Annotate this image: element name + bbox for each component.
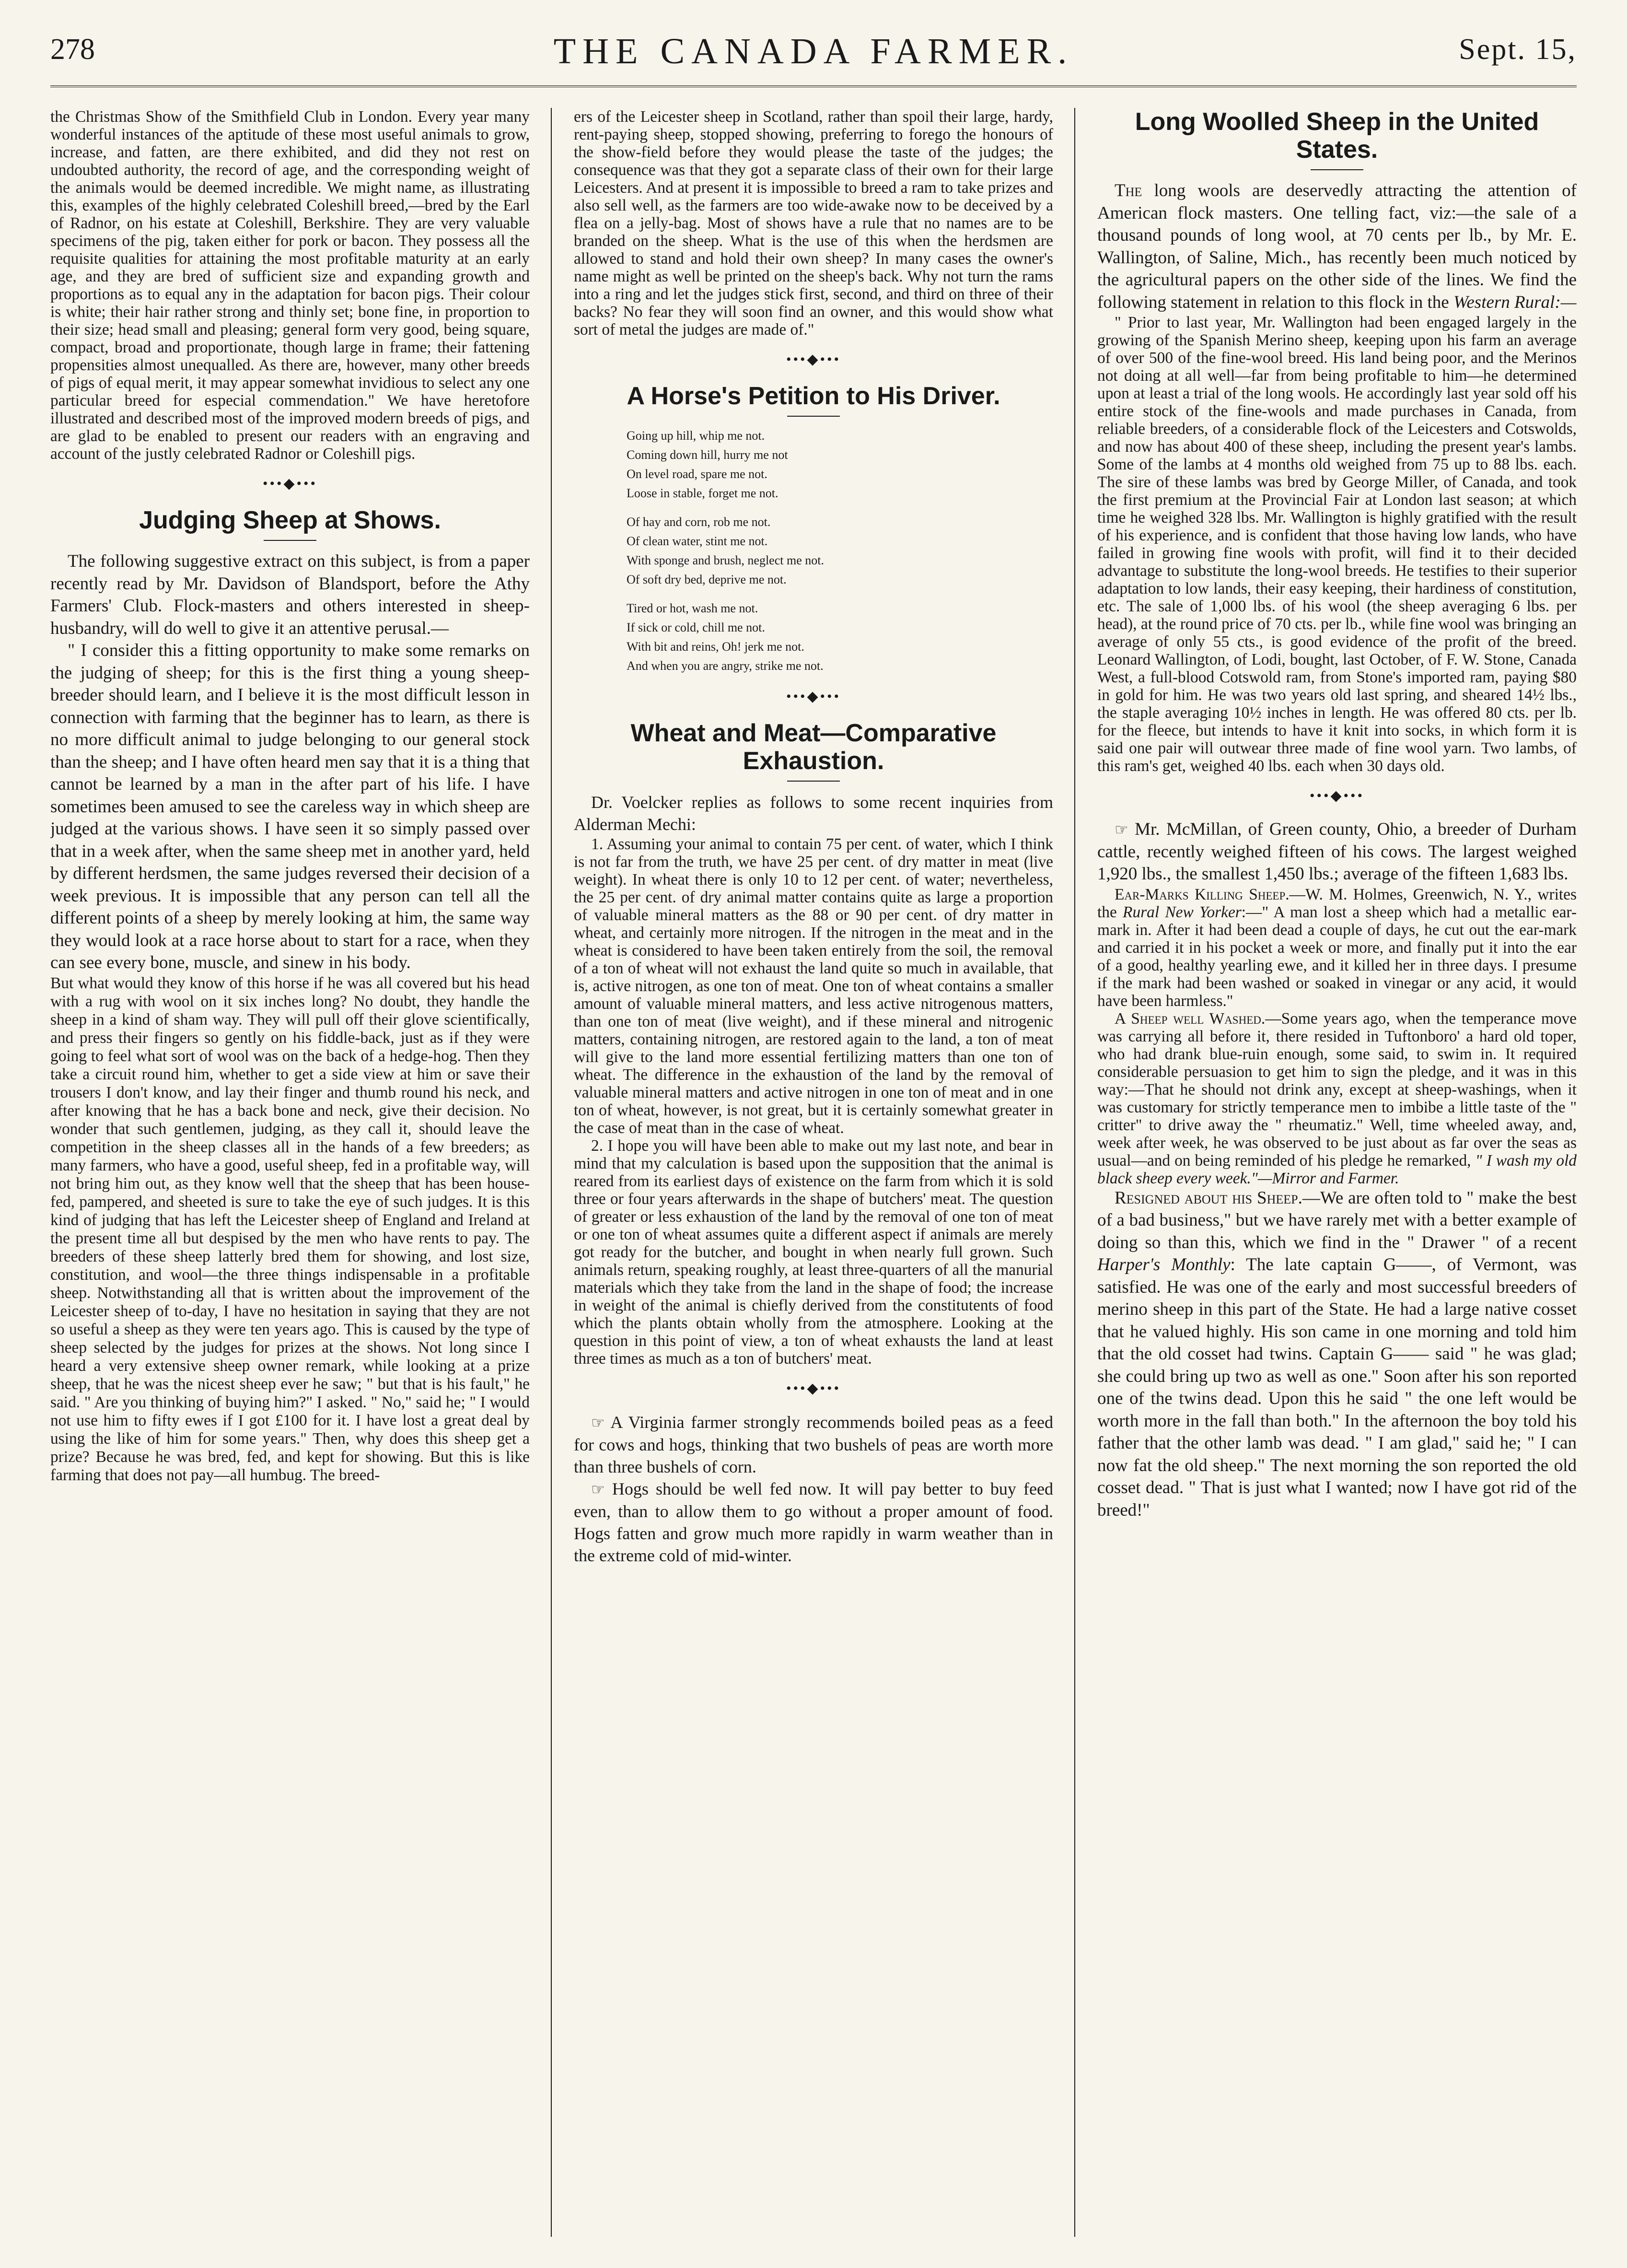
ornament-divider: •••◆••• — [1309, 788, 1365, 804]
quote-paragraph: " Prior to last year, Mr. Wallington had been engaged largely in the growing of the Spanish Merino sheep, keeping upon his farm an average of over 500 of the fine-wool breed. His land being poor, and the Merinos not doing at all well—far from being profitable to him—he determined upon at least a trial of the long wools. He accordingly last year sold off his entire stock of the fine-wools and made purchases in Canada, from reliable breeders, of a considerable flock of the Leicesters and Cotswolds, and now has about 400 of these sheep, including the present year's lambs. Some of the lambs at 4 months old weighed from 75 up to 88 lbs. each. The sire of these lambs was bred by George Miller, of Canada, and took the first premium at the Provincial Fair at London last season; at which time he weighed 328 lbs. Mr. Wallington is highly gratified with the result of his experience, and is confident that those having low lands, who have failed in growing fine wools with profit, will find it to their decided advantage to substitute the long-wool breeds. He testifies to their superior adaptation to low lands, their easy keeping, their hardiness of constitution, etc. The sale of 1,000 lbs. of his wool (the sheep averaging 6 lbs. per head), at the round price of 70 cts. per lb., while fine wool was bringing an average of only 55 cts., is good evidence of the profit of the breed. Leonard Wallington, of Lodi, bought, last October, of F. W. Stone, Canada West, a full-blood Cotswold ram, from Stone's imported ram, paying $80 in gold for him. He was two years old last spring, and sheared 14½ lbs., the staple averaging 10½ inches in length. He was offered 80 cts. per lb. for the fleece, but intends to have it knit into socks, in which form it is said one pair will outwear three made of fine wool yarn. Two lambs, of this ram's get, weighed 40 lbs. each when 30 days old. — [1097, 314, 1577, 775]
numbered-paragraph: 2. I hope you will have been able to make out my last note, and bear in mind that my calculation is based upon the supposition that the animal is reared from its earliest days of existence on the farm from which it is sold three or four years afterwards in the shape of butchers' meat. The question of greater or less exhaustion of the land by the removal of one ton of meat or one ton of wheat assumes quite a different aspect if animals are merely got ready for the butcher, and bought in when nearly full grown. Such animals return, speaking roughly, at least three-quarters of all the manurial materials which they take from the land in the shape of food; the increase in weight of the animal is chiefly derived from the constitutents of food which the plants obtain wholly from the atmosphere. Looking at the question in this point of view, a ton of wheat exhausts the land at least three times as much as a ton of butchers' meat. — [574, 1137, 1053, 1368]
intro-text: long wools are deservedly attracting the attention of American flock masters. One telling fact, viz:—the sale of a thousand pounds of long wool, at 70 cents per lb., by Mr. E. Wallington, of Saline, Mich., has recently been much noticed by the agricultural papers on the other side of the lines. We find the following statement in relation to this flock in the — [1097, 181, 1577, 312]
news-note — [574, 1478, 1053, 1567]
news-item: A Sheep well Washed.—Some years ago, when the temperance move was carrying all before it, there resided in Tuftonboro' a hard old toper, who had drank blue-ruin enough, some said, to swim in. It required considerable persuasion to get him to sign the pledge, and it was in this way:—That he should not drink any, except at sheep-washings, when it was customary for strictly temperance men to imbibe a little taste of the " critter" to drive away the " rheumatiz." Well, time wheeled away, and, week after week, he was observed to be just about as far over the seas as usual—and on being reminded of his pledge he remarked, " I wash my old black sheep every week."—Mirror and Farmer. — [1097, 1009, 1577, 1187]
item-quote: " I wash my old black sheep every week."—Mirror and Farmer. — [1097, 1151, 1577, 1187]
pointing-hand-icon: ☞ — [591, 1481, 605, 1498]
item-heading: A Sheep well Washed. — [1115, 1009, 1266, 1028]
item-heading: Ear-Marks Killing Sheep. — [1115, 885, 1290, 903]
article-continuation: ers of the Leicester sheep in Scotland, rather than spoil their large, hardy, rent-paying sheep, stopped showing, preferring to forego the honours of the show-field before they would please the taste of the judges; the consequence was that they got a separate class of their own for their large Leicesters. And at present it is impossible to breed a ram to take prizes and also sell well, as the farmers are too wide-awake now to be deceived by a flea on a jelly-bag. Most of shows have a rule that no names are to be branded on the sheep. What is the use of this when the herdsmen are allowed to stand and hold their own sheep? In many cases the owner's name might as well be printed on the sheep's back. Why not turn the rams into a ring and let the judges stick first, second, and third on three of their backs? No fear they will soon find an owner, and this would show what sort of metal the judges are made of." — [574, 108, 1053, 339]
column-divider — [551, 108, 552, 2237]
column-2 — [574, 108, 1053, 2242]
numbered-paragraph: 1. Assuming your animal to contain 75 per cent. of water, which I think is not far from the truth, we have 25 per cent. of dry matter in meat (live weight). In wheat there is only 10 to 12 per cent. of water; nevertheless, the 25 per cent. of dry animal matter contains quite as large a proportion of valuable mineral matters as the 88 or 90 per cent. of dry matter in wheat, and certainly more nitrogen. If the nitrogen in the meat and in the wheat is considered to have been taken entirely from the soil, the removal of a ton of wheat will not exhaust the land quite so much in available, that is, active nitrogen, as one ton of meat. One ton of wheat contains a smaller amount of valuable mineral matters, and less active nitrogenous matters, than one ton of meat (live weight), and if these mineral and nitrogenic matters, containing nitrogen, are restored again to the land, a ton of meat will give to the land more essential fertilizing matters than one ton of wheat. The difference in the exhaustion of the land by the removal of valuable mineral matters and active nitrogen in one ton of meat and in one ton of wheat, however, is not great, but it is certainly somewhat greater in the case of meat than in the case of wheat. — [574, 835, 1053, 1137]
article-heading-long-woolled-sheep: Long Woolled Sheep in the United States. — [1135, 108, 1539, 164]
poem-line: Tired or hot, wash me not. — [627, 601, 758, 615]
heading-rule — [787, 781, 840, 782]
source-name: Harper's Monthly — [1097, 1255, 1231, 1274]
source-name: Rural New Yorker — [1123, 903, 1242, 921]
article-intro: Dr. Voelcker replies as follows to some recent inquiries from Alderman Mechi: — [574, 793, 1053, 834]
heading-rule — [787, 416, 840, 417]
lead-word: The — [1115, 181, 1142, 200]
poem-line: And when you are angry, strike me not. — [627, 659, 824, 673]
poem-heading: A Horse's Petition to His Driver. — [627, 382, 1000, 410]
heading-rule — [1311, 169, 1363, 170]
ornament-divider: •••◆••• — [786, 1380, 841, 1396]
poem-line: Loose in stable, forget me not. — [627, 486, 779, 500]
source-name: Western Rural:— — [1453, 292, 1577, 312]
column-3 — [1097, 108, 1577, 2242]
poem — [627, 426, 1053, 676]
poem-line: Of clean water, stint me not. — [627, 534, 768, 548]
quote-paragraph: " I consider this a fitting opportunity to make some remarks on the judging of sheep; for this is the first thing a young sheep-breeder should learn, and I believe it is the most difficult lesson in connection with farming that the beginner has to learn, as there is no more difficult animal to judge belonging to our general stock than the sheep; and I have often heard men say that it is a thing that cannot be learned by a man in the after part of his life. I have sometimes been amused to see the careless way in which sheep are judged at the various shows. I have seen it so simply passed over that in a week after, when the same sheep met in another yard, held by different herdsmen, the same judges reversed their decision of a week previous. It is impossible that any person can tell all the different points of a sheep by merely looking at him, the same way they would look at a race horse about to start for a race, when they can see every bone, muscle, and sinew in his body. — [50, 641, 530, 972]
poem-line: With sponge and brush, neglect me not. — [627, 553, 824, 567]
article-continuation: the Christmas Show of the Smithfield Club in London. Every year many wonderful instances of the aptitude of these most useful animals to grow, increase, and fatten, are there exhibited, and did they not rest on undoubted authority, the record of age, and the corresponding weight of the animals would be deemed incredible. We might name, as illustrating this, examples of the highly celebrated Coleshill breed,—bred by the Earl of Radnor, on his estate at Coleshill, Berkshire. They are very valuable specimens of the pig, taken either for pork or bacon. They possess all the requisite qualities for attaining the most profitable maturity at an early age, and they are bred of sufficient size and expanding growth and proportions as to equal any in the adaptation for bacon pigs. Their colour is white; their hair rather strong and thinly set; bone fine, in proportion to their size; head small and pleasing; general form very good, being square, compact, broad and proportionate, though large in frame; their fattening propensities almost unequalled. As there are, however, many other breeds of pigs of equal merit, it may appear somewhat invidious to select any one particular breed for especial commendation." We have heretofore illustrated and described most of the improved modern breeds of pigs, and are glad to be enabled to present our readers with an engraving and account of the justly celebrated Radnor or Coleshill pigs. — [50, 108, 530, 463]
ornament-divider: •••◆••• — [786, 689, 841, 704]
poem-line: If sick or cold, chill me not. — [627, 620, 765, 634]
pointing-hand-icon: ☞ — [591, 1414, 605, 1431]
note-text: Hogs should be well fed now. It will pay better to buy feed even, than to allow them to go without a proper amount of food. Hogs fatten and grow much more rapidly in warm weather than in the extreme cold of mid-winter. — [574, 1479, 1053, 1565]
poem-line: Coming down hill, hurry me not — [627, 448, 788, 462]
item-heading: Resigned about his Sheep. — [1115, 1188, 1302, 1208]
masthead-title: THE CANADA FARMER. — [553, 31, 1074, 71]
heading-rule — [264, 540, 316, 541]
poem-line: On level road, spare me not. — [627, 467, 767, 481]
news-note — [1097, 818, 1577, 886]
article-intro — [1097, 180, 1577, 314]
page-number: 278 — [50, 33, 95, 66]
news-item: Resigned about his Sheep.—We are often told to " make the best of a bad business," but we have rarely met with a better example of doing so than this, which we find in the " Drawer " of a recent Harper's Monthly: The late captain G——, of Vermont, was satisfied. He was one of the early and most successful breeders of merino sheep in this part of the State. He had a large native cosset that he valued highly. His son came in one morning and told him that the old cosset had twins. Captain G—— said " he was glad; she could bring up two as well as one." Soon after his son reported one of the twins dead. Upon this he said " the one left would be worth more in the fall than both." In the afternoon the boy told his father that the other lamb was dead. " I am glad," said he; " I can now fat the old sheep." The next morning the son reported the old cosset dead. " That is just what I wanted; now I have got rid of the breed!" — [1097, 1188, 1577, 1520]
pointing-hand-icon: ☞ — [1115, 821, 1128, 838]
article-heading-wheat-meat: Wheat and Meat—Comparative Exhaustion. — [630, 719, 997, 775]
news-item: Ear-Marks Killing Sheep.—W. M. Holmes, Greenwich, N. Y., writes the Rural New Yorker:—" A man lost a sheep which had a metallic ear-mark in. After it had been dead a couple of days, he cut out the ear-mark and carried it in his pocket a week or more, and finally put it into the ear of a good, healthy yearling ewe, and it killed her in three days. I presume if the mark had been washed or soaked in vinegar or any acid, it would have been harmless." — [1097, 885, 1577, 1010]
poem-line: Of soft dry bed, deprive me not. — [627, 573, 787, 586]
note-text: A Virginia farmer strongly recommends boiled peas as a feed for cows and hogs, thinking that two bushels of peas are worth more than three bushels of corn. — [574, 1413, 1053, 1476]
poem-line: Going up hill, whip me not. — [627, 429, 765, 443]
article-intro: The following suggestive extract on this subject, is from a paper recently read by Mr. Davidson of Blandsport, before the Athy Farmers' Club. Flock-masters and others interested in sheep-husbandry, will do well to give it an attentive perusal.— — [50, 551, 530, 638]
poem-line: Of hay and corn, rob me not. — [627, 515, 771, 529]
news-note — [574, 1411, 1053, 1478]
column-divider — [1074, 108, 1075, 2237]
article-heading-judging-sheep: Judging Sheep at Shows. — [139, 506, 441, 534]
ornament-divider: •••◆••• — [786, 351, 841, 367]
quote-paragraph: But what would they know of this horse if he was all covered but his head with a rug with wool on it six inches long? No doubt, they handle the sheep in a kind of sham way. They will pull off their glove scientifically, and press their fingers so gently on his fiddle-back, just as if they were going to feel what sort of wool was on the back of a hedge-hog. Then they take a circuit round him, whether to get a side view at him or save their trousers I don't know, and lay their finger and thumb round his neck, and after knowing that he has a back bone and neck, give their decision. No wonder that such gentlemen, judging, as they call it, should leave the competition in the sheep classes all in the hands of a few breeders; as many farmers, who have a good, useful sheep, fed in a profitable way, will not bring him out, as they know well that the sheep that has been house-fed, pampered, and sheeted is sure to take the eye of such judges. It is this kind of judging that has left the Leicester sheep of England and Ireland at the present time all but despised by the men who have rents to pay. The breeders of these sheep latterly bred them for showing, and lost size, constitution, and wool—the three things indispensable in a profitable sheep. Notwithstanding all that is written about the improvement of the Leicester sheep of to-day, I have no hesitation in saying that they are not so useful a sheep as they were ten years ago. This is caused by the type of sheep selected by the judges for prizes at the shows. Not long since I heard a very extensive sheep owner remark, while looking at a prize sheep, that he was the nicest sheep ever he saw; " but that is his fault," he said. " Are you thinking of buying him?" I asked. " No," said he; " I would not use him to fifty ewes if I got £100 for it. I have lost a great deal by using the like of him for some years." Then, why does this sheep get a prize? Because he was bred, fed, and kept for showing. But this is like farming that does not pay—all humbug. The breed- — [50, 974, 530, 1484]
poem-line: With bit and reins, Oh! jerk me not. — [627, 640, 804, 654]
note-text: Mr. McMillan, of Green county, Ohio, a breeder of Durham cattle, recently weighed fifteen of his cows. The largest weighed 1,920 lbs., the smallest 1,450 lbs.; average of the fifteen 1,683 lbs. — [1097, 819, 1577, 884]
issue-date: Sept. 15, — [1459, 33, 1577, 66]
page-header — [50, 19, 1577, 77]
column-1 — [50, 108, 530, 2242]
ornament-divider: •••◆••• — [262, 476, 318, 491]
header-rule — [50, 85, 1577, 87]
